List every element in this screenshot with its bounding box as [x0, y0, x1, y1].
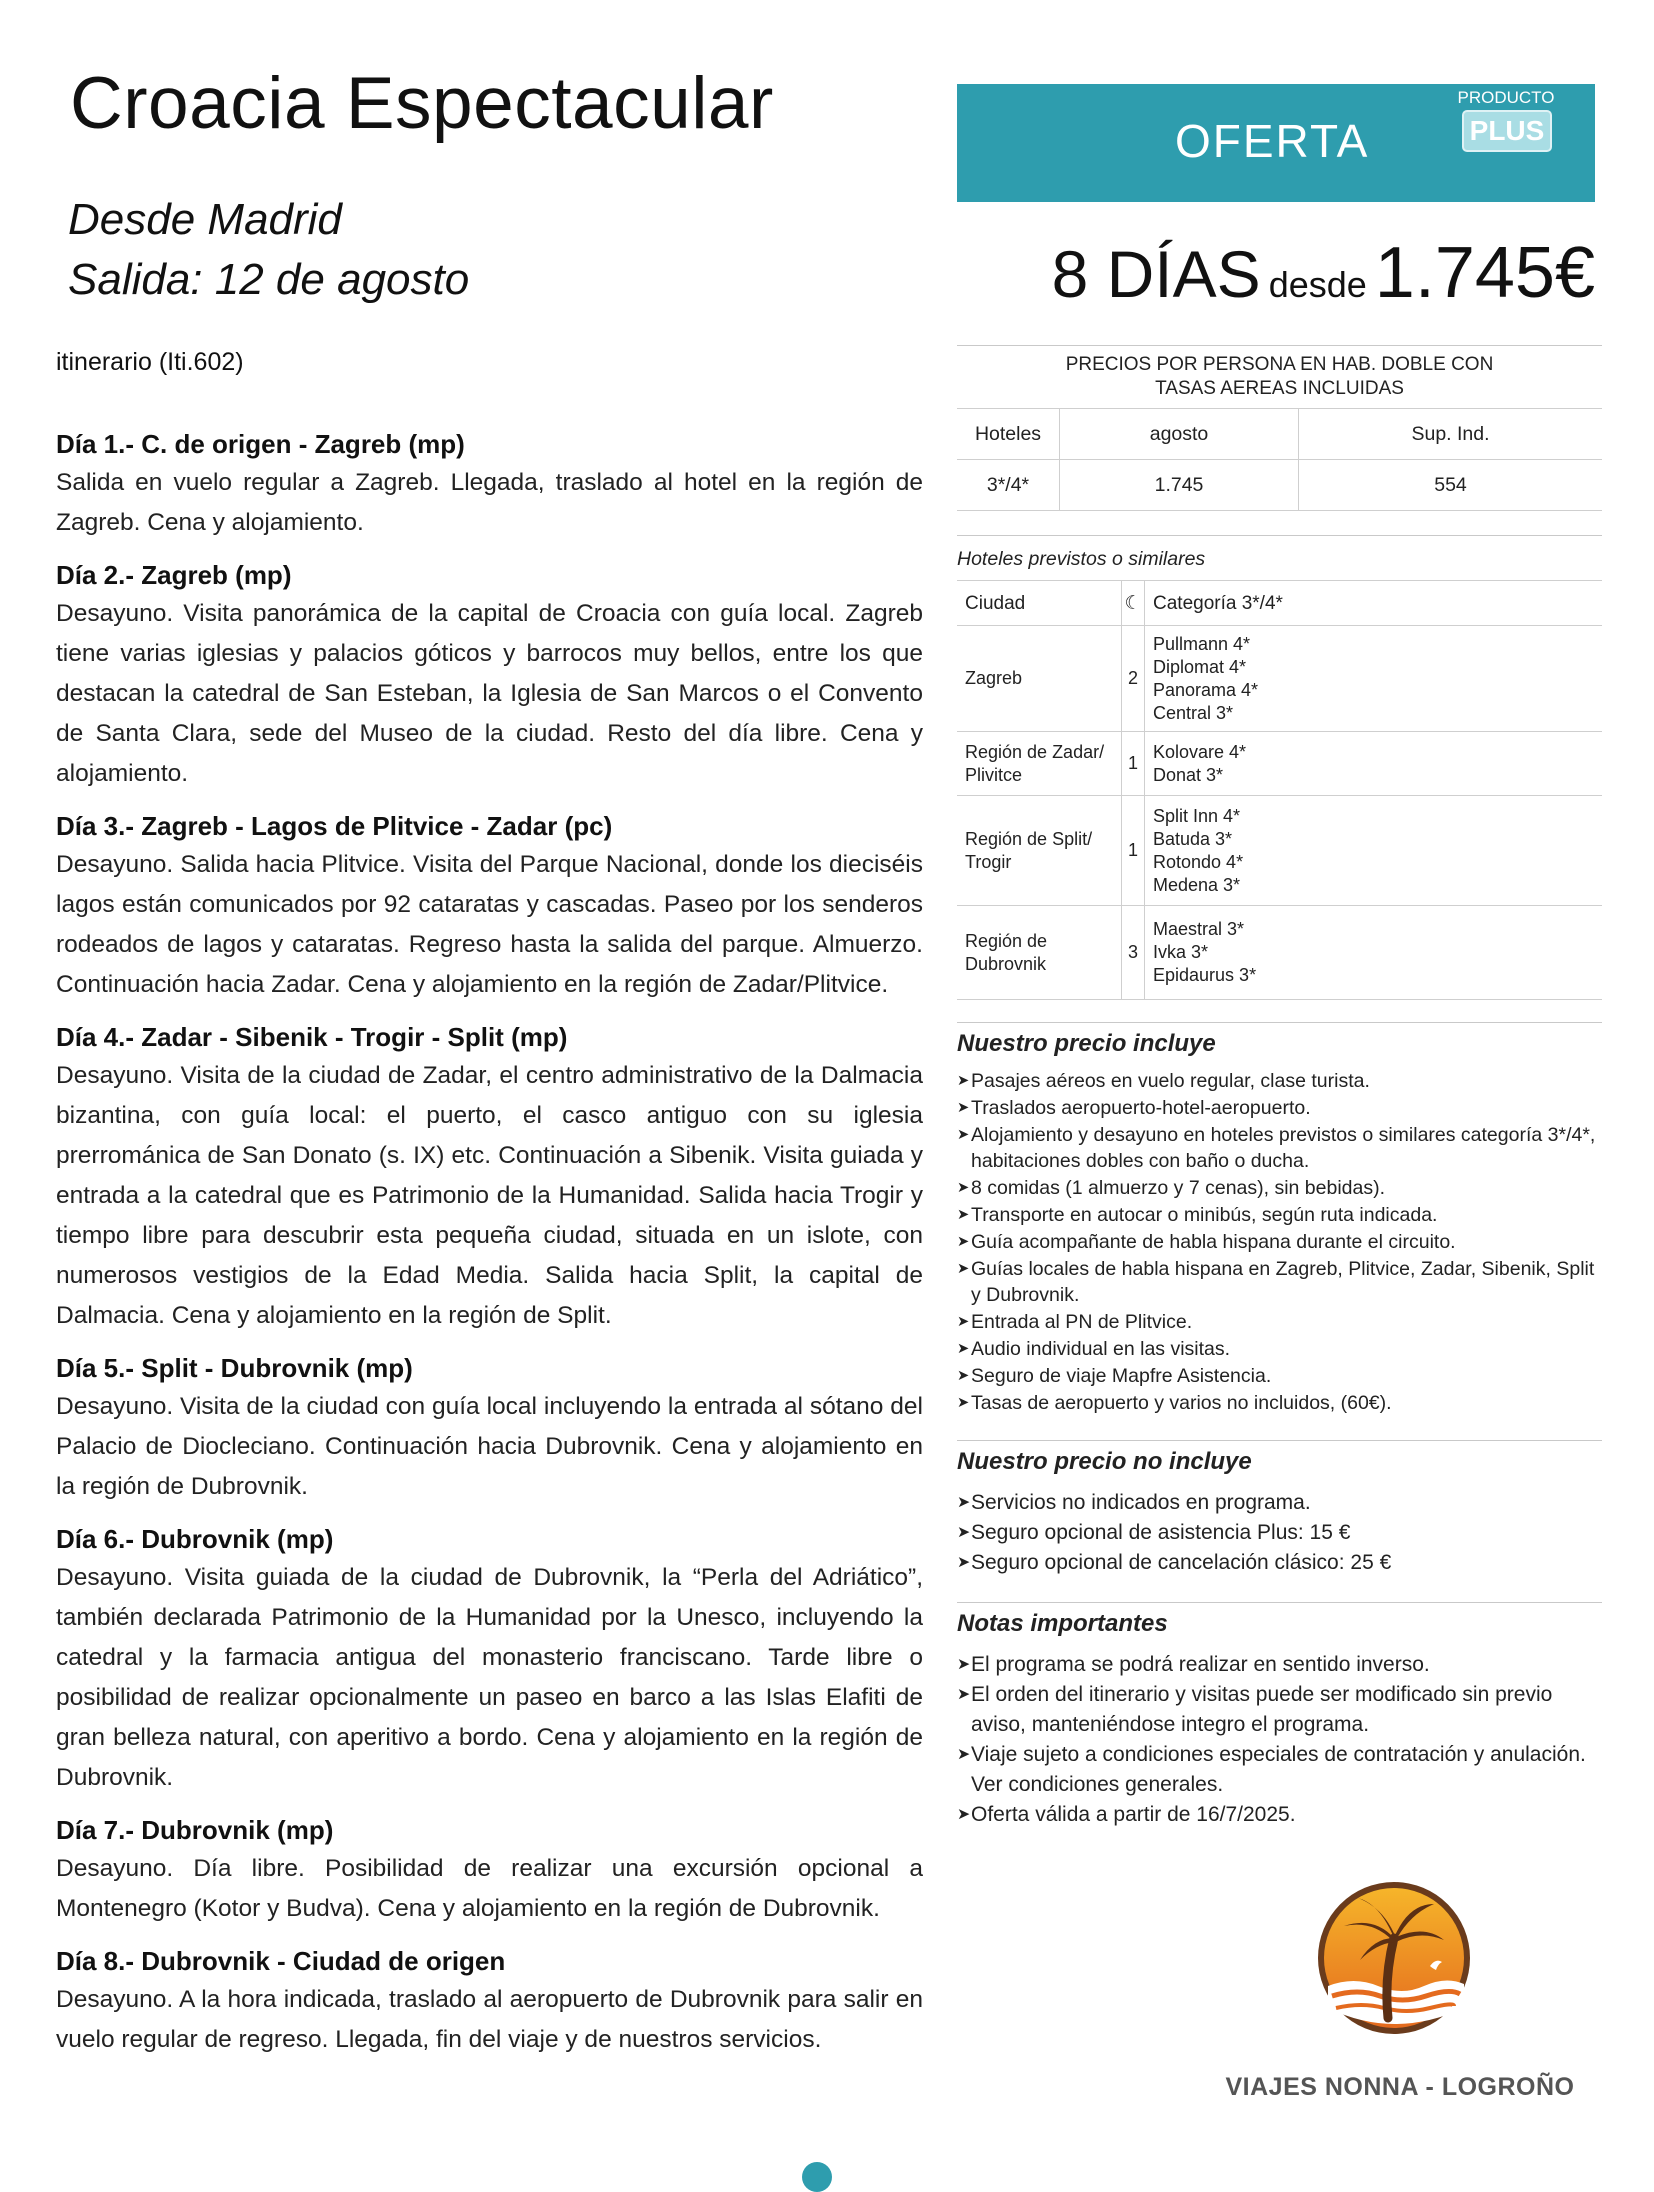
offer-label: OFERTA: [1175, 115, 1370, 167]
includes-list: [957, 1068, 1605, 1416]
hotel-name: Epidaurus 3*: [1153, 965, 1257, 985]
list-item: ➤ Alojamiento y desayuno en hoteles previstos o similares categoría 3*/4*, habitaciones dobles con baño o ducha.: [957, 1122, 1605, 1176]
day-block: [56, 1942, 923, 2060]
hotel-nights: 1: [1122, 796, 1145, 906]
list-item: ➤ Viaje sujeto a condiciones especiales de contratación y anulación. Ver condiciones generales.: [957, 1740, 1605, 1800]
hotel-list: [1145, 796, 1603, 906]
day-block: [56, 425, 923, 543]
day-text: Desayuno. Salida hacia Plitvice. Visita del Parque Nacional, donde los dieciséis lagos están comunicados por 92 cataratas y cascadas. Paseo por los senderos rodeados de lagos y cataratas. Regreso hasta la salida del parque. Almuerzo. Continuación hacia Zadar. Cena y alojamiento en la región de Zadar/Plitvice.: [56, 851, 923, 998]
day-block: [56, 1349, 923, 1507]
agency-name: VIAJES NONNA - LOGROÑO: [1225, 2073, 1575, 2101]
divider: [957, 1440, 1602, 1441]
table-header-row: [957, 581, 1602, 626]
hotel-list: [1145, 732, 1603, 796]
day-block: [56, 1811, 923, 1929]
hotels-section-title: Hoteles previstos o similares: [957, 548, 1206, 570]
divider: [957, 1602, 1602, 1603]
hotel-list: [1145, 906, 1603, 1000]
divider: [957, 345, 1602, 346]
list-item: ➤ Guía acompañante de habla hispana durante el circuito.: [957, 1229, 1605, 1256]
list-item: ➤ Pasajes aéreos en vuelo regular, clase turista.: [957, 1068, 1605, 1095]
subtitle: [68, 190, 469, 310]
table-row: [957, 460, 1602, 511]
hotel-city: Zagreb: [957, 626, 1122, 732]
day-block: [56, 1018, 923, 1336]
hotel-city: Región de Zadar/ Plivitce: [957, 732, 1122, 796]
table-cell: 3*/4*: [957, 460, 1060, 511]
day-text: Desayuno. Día libre. Posibilidad de realizar una excursión opcional a Montenegro (Kotor y Budva). Cena y alojamiento en la región de Dubrovnik.: [56, 1855, 923, 1922]
hotel-name: Central 3*: [1153, 702, 1234, 723]
price-note-line: PRECIOS POR PERSONA EN HAB. DOBLE CON: [1065, 354, 1494, 375]
notes-list: [957, 1650, 1605, 1830]
table-header: Categoría 3*/4*: [1145, 581, 1603, 626]
offer-banner: [957, 84, 1595, 202]
day-title: Día 4.- Zadar - Sibenik - Trogir - Split (mp): [56, 1022, 568, 1052]
list-item: ➤ Transporte en autocar o minibús, según ruta indicada.: [957, 1202, 1605, 1229]
day-text: Desayuno. Visita panorámica de la capital de Croacia con guía local. Zagreb tiene varias iglesias y palacios góticos y barrocos muy bellos, entre los que destacan la catedral de San Esteban, la Iglesia de San Marcos o el Convento de Santa Clara, sede del Museo de la ciudad. Resto del día libre. Cena y alojamiento.: [56, 600, 923, 787]
hotel-name: Medena 3*: [1153, 874, 1241, 895]
list-item: ➤ Traslados aeropuerto-hotel-aeropuerto.: [957, 1095, 1605, 1122]
day-title: Día 1.- C. de origen - Zagreb (mp): [56, 429, 465, 459]
page-title: Croacia Espectacular: [70, 63, 774, 144]
list-item: ➤ Tasas de aeropuerto y varios no incluidos, (60€).: [957, 1390, 1605, 1417]
day-block: [56, 1520, 923, 1798]
table-row: [957, 906, 1602, 1000]
price-desde-label: desde: [1268, 264, 1367, 305]
list-item: ➤ Entrada al PN de Plitvice.: [957, 1309, 1605, 1336]
day-text: Desayuno. A la hora indicada, traslado al aeropuerto de Dubrovnik para salir en vuelo regular de regreso. Llegada, fin del viaje y de nuestros servicios.: [56, 1986, 923, 2053]
hotel-name: Batuda 3*: [1153, 828, 1233, 849]
price-note: [957, 353, 1602, 401]
table-header: agosto: [1060, 409, 1299, 460]
hotel-name: Pullmann 4*: [1153, 633, 1251, 654]
list-item: ➤ Guías locales de habla hispana en Zagreb, Plitvice, Zadar, Sibenik, Split y Dubrovnik.: [957, 1256, 1605, 1310]
hotel-city: Región de Dubrovnik: [957, 906, 1122, 1000]
includes-title: Nuestro precio incluye: [957, 1030, 1216, 1057]
day-title: Día 7.- Dubrovnik (mp): [56, 1815, 334, 1845]
price-amount: 1.745€: [1374, 233, 1595, 313]
day-title: Día 3.- Zagreb - Lagos de Plitvice - Zadar (pc): [56, 811, 613, 841]
day-title: Día 6.- Dubrovnik (mp): [56, 1524, 334, 1554]
departure-date: Salida: 12 de agosto: [68, 255, 470, 304]
table-header-row: [957, 409, 1602, 460]
list-item: ➤ Oferta válida a partir de 16/7/2025.: [957, 1800, 1605, 1830]
day-title: Día 5.- Split - Dubrovnik (mp): [56, 1353, 413, 1383]
hotels-table: [957, 580, 1602, 1000]
table-row: [957, 796, 1602, 906]
badge-main-label: PLUS: [1462, 110, 1552, 152]
table-cell: 1.745: [1060, 460, 1299, 511]
hotel-name: Rotondo 4*: [1153, 851, 1244, 872]
list-item: ➤ Seguro de viaje Mapfre Asistencia.: [957, 1363, 1605, 1390]
hotel-nights: 1: [1122, 732, 1145, 796]
day-block: [56, 807, 923, 1005]
palm-tree-sunset-logo-icon: [1314, 1868, 1474, 2048]
badge-top-label: PRODUCTO: [1457, 88, 1555, 107]
table-row: [957, 626, 1602, 732]
hotel-city: Región de Split/ Trogir: [957, 796, 1122, 906]
departure-city: Desde Madrid: [68, 195, 342, 244]
itinerary-code: itinerario (Iti.602): [56, 348, 244, 376]
list-item: ➤ Audio individual en las visitas.: [957, 1336, 1605, 1363]
list-item: ➤ 8 comidas (1 almuerzo y 7 cenas), sin bebidas).: [957, 1175, 1605, 1202]
hotel-nights: 2: [1122, 626, 1145, 732]
day-block: [56, 556, 923, 794]
divider: [957, 1022, 1602, 1023]
not-includes-list: [957, 1488, 1605, 1578]
hotel-name: Panorama 4*: [1153, 679, 1259, 700]
table-header: Ciudad: [957, 581, 1122, 626]
list-item: ➤ El orden del itinerario y visitas puede ser modificado sin previo aviso, manteniéndose integro el programa.: [957, 1680, 1605, 1740]
list-item: ➤ Seguro opcional de asistencia Plus: 15 €: [957, 1518, 1605, 1548]
hotel-name: Maestral 3*: [1153, 919, 1245, 939]
trip-duration: 8 DÍAS: [1051, 237, 1261, 311]
list-item: ➤ El programa se podrá realizar en sentido inverso.: [957, 1650, 1605, 1680]
day-text: Desayuno. Visita guiada de la ciudad de Dubrovnik, la “Perla del Adriático”, también declarada Patrimonio de la Humanidad por la Unesco, incluyendo la catedral y la farmacia antigua del monasterio franciscano. Tarde libre o posibilidad de realizar opcionalmente un paseo en barco a las Islas Elafiti de gran belleza natural, con aperitivo a bordo. Cena y alojamiento en la región de Dubrovnik.: [56, 1564, 923, 1791]
table-header: Hoteles: [957, 409, 1060, 460]
producto-plus-badge: [1456, 84, 1556, 156]
notes-title: Notas importantes: [957, 1610, 1168, 1637]
hotel-name: Donat 3*: [1153, 764, 1224, 785]
hotel-name: Ivka 3*: [1153, 942, 1209, 962]
hotel-name: Kolovare 4*: [1153, 741, 1247, 762]
hotel-list: [1145, 626, 1603, 732]
itinerary-days: [56, 425, 923, 2073]
hotel-name: Split Inn 4*: [1153, 805, 1241, 826]
day-title: Día 8.- Dubrovnik - Ciudad de origen: [56, 1946, 506, 1976]
table-row: [957, 732, 1602, 796]
day-text: Salida en vuelo regular a Zagreb. Llegada, traslado al hotel en la región de Zagreb. Cena y alojamiento.: [56, 469, 923, 536]
day-title: Día 2.- Zagreb (mp): [56, 560, 292, 590]
price-headline: [957, 232, 1595, 314]
divider: [957, 535, 1602, 536]
hotel-name: Diplomat 4*: [1153, 656, 1247, 677]
hotel-nights: 3: [1122, 906, 1145, 1000]
table-cell: 554: [1299, 460, 1603, 511]
page-marker: [802, 2162, 832, 2192]
table-header: Sup. Ind.: [1299, 409, 1603, 460]
moon-nights-icon: ☾: [1122, 581, 1145, 626]
day-text: Desayuno. Visita de la ciudad de Zadar, el centro administrativo de la Dalmacia bizantina, con guía local: el puerto, el casco antiguo con su iglesia prerrománica de San Donato (s. IX) etc. Continuación a Sibenik. Visita guiada y entrada a la catedral que es Patrimonio de la Humanidad. Salida hacia Trogir y tiempo libre para descubrir esta pequeña ciudad, situada en un islote, con numerosos vestigios de la Edad Media. Salida hacia Split, la capital de Dalmacia. Cena y alojamiento en la región de Split.: [56, 1062, 923, 1329]
list-item: ➤ Servicios no indicados en programa.: [957, 1488, 1605, 1518]
price-table: [957, 408, 1602, 511]
price-note-line: TASAS AEREAS INCLUIDAS: [1155, 378, 1404, 399]
list-item: ➤ Seguro opcional de cancelación clásico: 25 €: [957, 1548, 1605, 1578]
not-includes-title: Nuestro precio no incluye: [957, 1448, 1252, 1475]
day-text: Desayuno. Visita de la ciudad con guía local incluyendo la entrada al sótano del Palacio de Diocleciano. Continuación hacia Dubrovnik. Cena y alojamiento en la región de Dubrovnik.: [56, 1393, 923, 1500]
